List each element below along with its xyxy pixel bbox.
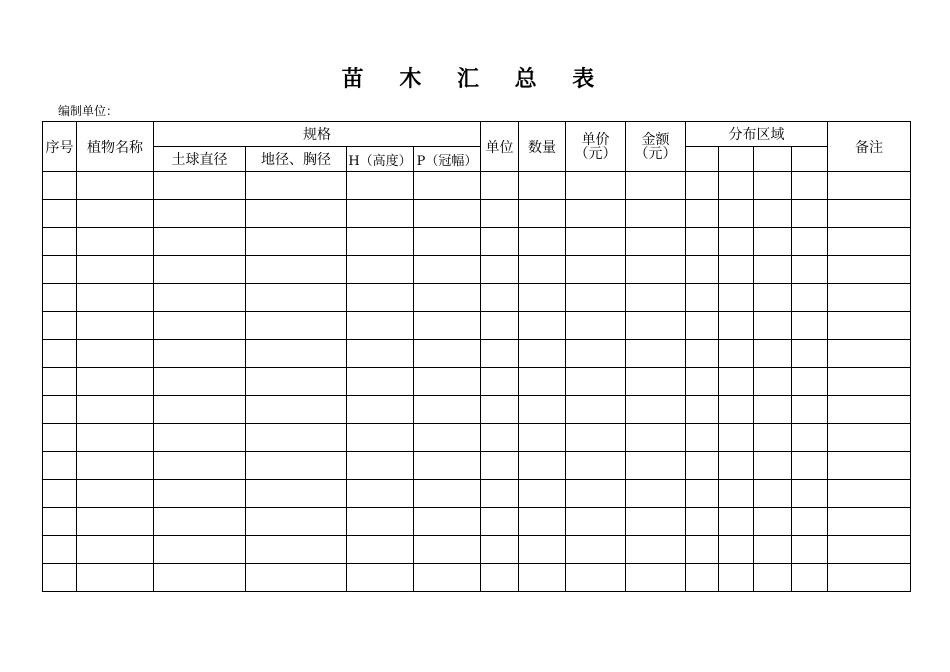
table-row bbox=[43, 480, 911, 508]
table-cell bbox=[414, 508, 481, 536]
table-cell bbox=[828, 200, 911, 228]
table-cell bbox=[566, 536, 626, 564]
table-cell bbox=[77, 452, 154, 480]
table-cell bbox=[626, 228, 686, 256]
table-cell bbox=[626, 508, 686, 536]
table-cell bbox=[566, 200, 626, 228]
table-cell bbox=[481, 200, 519, 228]
table-cell bbox=[154, 508, 246, 536]
table-cell bbox=[481, 508, 519, 536]
table-cell bbox=[43, 396, 77, 424]
table-cell bbox=[414, 284, 481, 312]
table-cell bbox=[719, 368, 754, 396]
table-cell bbox=[519, 284, 566, 312]
table-cell bbox=[719, 312, 754, 340]
page-title: 苗 木 汇 总 表 bbox=[341, 66, 609, 92]
header-quantity: 数量 bbox=[519, 122, 566, 172]
table-cell bbox=[347, 564, 414, 592]
table-cell bbox=[43, 564, 77, 592]
table-cell bbox=[347, 228, 414, 256]
table-cell bbox=[828, 424, 911, 452]
table-cell bbox=[481, 284, 519, 312]
table-cell bbox=[686, 480, 719, 508]
table-cell bbox=[414, 536, 481, 564]
table-cell bbox=[828, 480, 911, 508]
table-cell bbox=[828, 396, 911, 424]
table-cell bbox=[828, 312, 911, 340]
table-row bbox=[43, 452, 911, 480]
table-cell bbox=[77, 284, 154, 312]
table-cell bbox=[754, 200, 792, 228]
table-cell bbox=[154, 256, 246, 284]
table-cell bbox=[792, 564, 828, 592]
table-cell bbox=[154, 564, 246, 592]
header-seq: 序号 bbox=[43, 122, 77, 172]
table-row bbox=[43, 340, 911, 368]
table-cell bbox=[246, 340, 347, 368]
table-cell bbox=[566, 452, 626, 480]
table-cell bbox=[828, 228, 911, 256]
table-cell bbox=[719, 508, 754, 536]
table-cell bbox=[154, 200, 246, 228]
compiler-unit-label: 编制单位： bbox=[58, 104, 119, 118]
table-cell bbox=[519, 424, 566, 452]
table-cell bbox=[719, 284, 754, 312]
distribution-cell bbox=[719, 147, 754, 172]
table-cell bbox=[154, 340, 246, 368]
table-cell bbox=[686, 424, 719, 452]
table-cell bbox=[77, 564, 154, 592]
header-plant-name: 植物名称 bbox=[77, 122, 154, 172]
table-cell bbox=[792, 256, 828, 284]
table-cell bbox=[43, 228, 77, 256]
table-cell bbox=[828, 340, 911, 368]
table-cell bbox=[414, 396, 481, 424]
table-cell bbox=[481, 480, 519, 508]
table-cell bbox=[566, 256, 626, 284]
header-rootball-diameter: 土球直径 bbox=[154, 147, 246, 172]
header-spec: 规格 bbox=[154, 122, 481, 147]
table-cell bbox=[686, 312, 719, 340]
table-cell bbox=[414, 200, 481, 228]
table-cell bbox=[566, 564, 626, 592]
table-cell bbox=[347, 200, 414, 228]
table-cell bbox=[43, 312, 77, 340]
table-cell bbox=[154, 396, 246, 424]
distribution-cell bbox=[792, 147, 828, 172]
header-amount: 金额（元） bbox=[626, 122, 686, 172]
table-cell bbox=[347, 396, 414, 424]
table-cell bbox=[566, 340, 626, 368]
table-cell bbox=[626, 312, 686, 340]
table-cell bbox=[519, 368, 566, 396]
table-cell bbox=[828, 452, 911, 480]
table-cell bbox=[246, 564, 347, 592]
table-cell bbox=[43, 256, 77, 284]
table-row bbox=[43, 228, 911, 256]
table-cell bbox=[754, 368, 792, 396]
table-cell bbox=[792, 340, 828, 368]
header-unit: 单位 bbox=[481, 122, 519, 172]
table-cell bbox=[246, 312, 347, 340]
table-cell bbox=[347, 368, 414, 396]
table-cell bbox=[686, 536, 719, 564]
table-cell bbox=[754, 564, 792, 592]
table-cell bbox=[754, 396, 792, 424]
table-cell bbox=[246, 424, 347, 452]
table-row bbox=[43, 564, 911, 592]
table-cell bbox=[792, 368, 828, 396]
table-cell bbox=[43, 508, 77, 536]
table-cell bbox=[414, 368, 481, 396]
table-cell bbox=[77, 508, 154, 536]
table-cell bbox=[792, 480, 828, 508]
table-cell bbox=[481, 536, 519, 564]
table-row bbox=[43, 396, 911, 424]
table-cell bbox=[686, 228, 719, 256]
table-cell bbox=[686, 368, 719, 396]
table-cell bbox=[43, 340, 77, 368]
table-cell bbox=[754, 340, 792, 368]
table-cell bbox=[414, 228, 481, 256]
table-cell bbox=[626, 424, 686, 452]
table-cell bbox=[566, 480, 626, 508]
table-cell bbox=[519, 228, 566, 256]
table-cell bbox=[719, 200, 754, 228]
table-cell bbox=[519, 536, 566, 564]
table-cell bbox=[347, 312, 414, 340]
table-cell bbox=[626, 200, 686, 228]
table-cell bbox=[481, 452, 519, 480]
table-cell bbox=[481, 312, 519, 340]
table-cell bbox=[719, 536, 754, 564]
table-cell bbox=[43, 200, 77, 228]
table-cell bbox=[154, 228, 246, 256]
table-cell bbox=[481, 368, 519, 396]
table-cell bbox=[519, 200, 566, 228]
table-cell bbox=[246, 368, 347, 396]
table-cell bbox=[414, 564, 481, 592]
table-cell bbox=[792, 312, 828, 340]
table-cell bbox=[481, 172, 519, 200]
table-cell bbox=[347, 172, 414, 200]
table-cell bbox=[154, 368, 246, 396]
table-cell bbox=[566, 424, 626, 452]
table-cell bbox=[481, 340, 519, 368]
table-row bbox=[43, 284, 911, 312]
header-crown-width: P（冠幅） bbox=[414, 147, 481, 172]
table-cell bbox=[566, 508, 626, 536]
table-cell bbox=[77, 424, 154, 452]
table-cell bbox=[347, 452, 414, 480]
table-cell bbox=[246, 536, 347, 564]
table-cell bbox=[414, 172, 481, 200]
nursery-stock-summary-table bbox=[42, 121, 911, 592]
table-cell bbox=[719, 340, 754, 368]
table-cell bbox=[792, 172, 828, 200]
table-cell bbox=[719, 256, 754, 284]
table-row bbox=[43, 172, 911, 200]
table-cell bbox=[519, 256, 566, 284]
table-cell bbox=[792, 396, 828, 424]
table-cell bbox=[77, 536, 154, 564]
table-row bbox=[43, 536, 911, 564]
table-cell bbox=[686, 396, 719, 424]
table-cell bbox=[754, 452, 792, 480]
table-cell bbox=[246, 228, 347, 256]
table-cell bbox=[626, 480, 686, 508]
table-cell bbox=[686, 200, 719, 228]
table-cell bbox=[686, 564, 719, 592]
table-cell bbox=[154, 452, 246, 480]
table-cell bbox=[566, 396, 626, 424]
table-cell bbox=[719, 228, 754, 256]
table-cell bbox=[347, 256, 414, 284]
table-cell bbox=[246, 200, 347, 228]
table-cell bbox=[246, 452, 347, 480]
table-cell bbox=[347, 424, 414, 452]
table-cell bbox=[828, 256, 911, 284]
table-cell bbox=[77, 368, 154, 396]
table-cell bbox=[481, 424, 519, 452]
table-cell bbox=[792, 424, 828, 452]
table-cell bbox=[626, 340, 686, 368]
table-cell bbox=[154, 312, 246, 340]
table-cell bbox=[246, 256, 347, 284]
table-cell bbox=[519, 564, 566, 592]
table-cell bbox=[626, 564, 686, 592]
table-cell bbox=[347, 480, 414, 508]
table-cell bbox=[246, 508, 347, 536]
table-cell bbox=[414, 424, 481, 452]
table-row bbox=[43, 200, 911, 228]
table-cell bbox=[481, 228, 519, 256]
table-cell bbox=[566, 228, 626, 256]
table-cell bbox=[828, 172, 911, 200]
table-cell bbox=[686, 340, 719, 368]
table-cell bbox=[77, 312, 154, 340]
table-cell bbox=[519, 312, 566, 340]
table-cell bbox=[43, 368, 77, 396]
table-cell bbox=[43, 452, 77, 480]
table-row bbox=[43, 368, 911, 396]
table-cell bbox=[246, 480, 347, 508]
table-cell bbox=[754, 172, 792, 200]
table-cell bbox=[519, 480, 566, 508]
table-cell bbox=[519, 340, 566, 368]
table-cell bbox=[347, 536, 414, 564]
table-cell bbox=[519, 172, 566, 200]
table-cell bbox=[686, 284, 719, 312]
table-cell bbox=[754, 284, 792, 312]
table-cell bbox=[626, 452, 686, 480]
table-cell bbox=[792, 536, 828, 564]
table-cell bbox=[43, 536, 77, 564]
table-cell bbox=[792, 228, 828, 256]
table-cell bbox=[154, 536, 246, 564]
table-cell bbox=[792, 200, 828, 228]
table-row bbox=[43, 508, 911, 536]
table-cell bbox=[792, 508, 828, 536]
table-row bbox=[43, 256, 911, 284]
table-cell bbox=[414, 312, 481, 340]
table-cell bbox=[719, 424, 754, 452]
table-cell bbox=[566, 284, 626, 312]
table-cell bbox=[566, 172, 626, 200]
table-cell bbox=[828, 564, 911, 592]
table-cell bbox=[626, 536, 686, 564]
table-cell bbox=[347, 284, 414, 312]
table-cell bbox=[414, 256, 481, 284]
table-cell bbox=[719, 564, 754, 592]
table-cell bbox=[519, 452, 566, 480]
table-cell bbox=[43, 284, 77, 312]
table-cell bbox=[77, 396, 154, 424]
table-cell bbox=[519, 396, 566, 424]
distribution-cell bbox=[754, 147, 792, 172]
table-cell bbox=[77, 480, 154, 508]
table-cell bbox=[43, 424, 77, 452]
table-cell bbox=[481, 564, 519, 592]
header-unit-price: 单价（元） bbox=[566, 122, 626, 172]
table-cell bbox=[719, 452, 754, 480]
table-cell bbox=[626, 396, 686, 424]
table-cell bbox=[719, 172, 754, 200]
table-cell bbox=[347, 340, 414, 368]
table-cell bbox=[414, 340, 481, 368]
table-cell bbox=[154, 172, 246, 200]
table-cell bbox=[719, 396, 754, 424]
table-cell bbox=[77, 228, 154, 256]
table-cell bbox=[828, 368, 911, 396]
header-remarks: 备注 bbox=[828, 122, 911, 172]
table-row bbox=[43, 312, 911, 340]
table-cell bbox=[754, 256, 792, 284]
table-cell bbox=[246, 396, 347, 424]
table-cell bbox=[77, 200, 154, 228]
header-trunk-diameter: 地径、胸径 bbox=[246, 147, 347, 172]
table-cell bbox=[626, 256, 686, 284]
table-cell bbox=[792, 284, 828, 312]
table-cell bbox=[828, 508, 911, 536]
table-cell bbox=[77, 172, 154, 200]
table-cell bbox=[246, 172, 347, 200]
table-cell bbox=[414, 480, 481, 508]
table-cell bbox=[686, 508, 719, 536]
table-cell bbox=[566, 368, 626, 396]
table-row bbox=[43, 424, 911, 452]
table-cell bbox=[414, 452, 481, 480]
table-cell bbox=[686, 172, 719, 200]
table-cell bbox=[626, 368, 686, 396]
table-cell bbox=[77, 256, 154, 284]
table-cell bbox=[754, 536, 792, 564]
table-cell bbox=[566, 312, 626, 340]
table-cell bbox=[754, 312, 792, 340]
table-cell bbox=[154, 480, 246, 508]
table-cell bbox=[626, 172, 686, 200]
table-cell bbox=[719, 480, 754, 508]
table-cell bbox=[519, 508, 566, 536]
table-cell bbox=[154, 284, 246, 312]
header-height: H（高度） bbox=[347, 147, 414, 172]
table-cell bbox=[626, 284, 686, 312]
table-cell bbox=[754, 424, 792, 452]
table-cell bbox=[43, 172, 77, 200]
distribution-cell bbox=[686, 147, 719, 172]
table-cell bbox=[481, 256, 519, 284]
table-cell bbox=[754, 228, 792, 256]
table-cell bbox=[686, 452, 719, 480]
header-distribution: 分布区域 bbox=[686, 122, 828, 147]
table-cell bbox=[481, 396, 519, 424]
table-cell bbox=[77, 340, 154, 368]
table-cell bbox=[686, 256, 719, 284]
table-cell bbox=[246, 284, 347, 312]
table-cell bbox=[754, 480, 792, 508]
table-cell bbox=[754, 508, 792, 536]
table-cell bbox=[347, 508, 414, 536]
table-cell bbox=[792, 452, 828, 480]
table-cell bbox=[828, 284, 911, 312]
table-cell bbox=[43, 480, 77, 508]
table-cell bbox=[828, 536, 911, 564]
table-cell bbox=[154, 424, 246, 452]
